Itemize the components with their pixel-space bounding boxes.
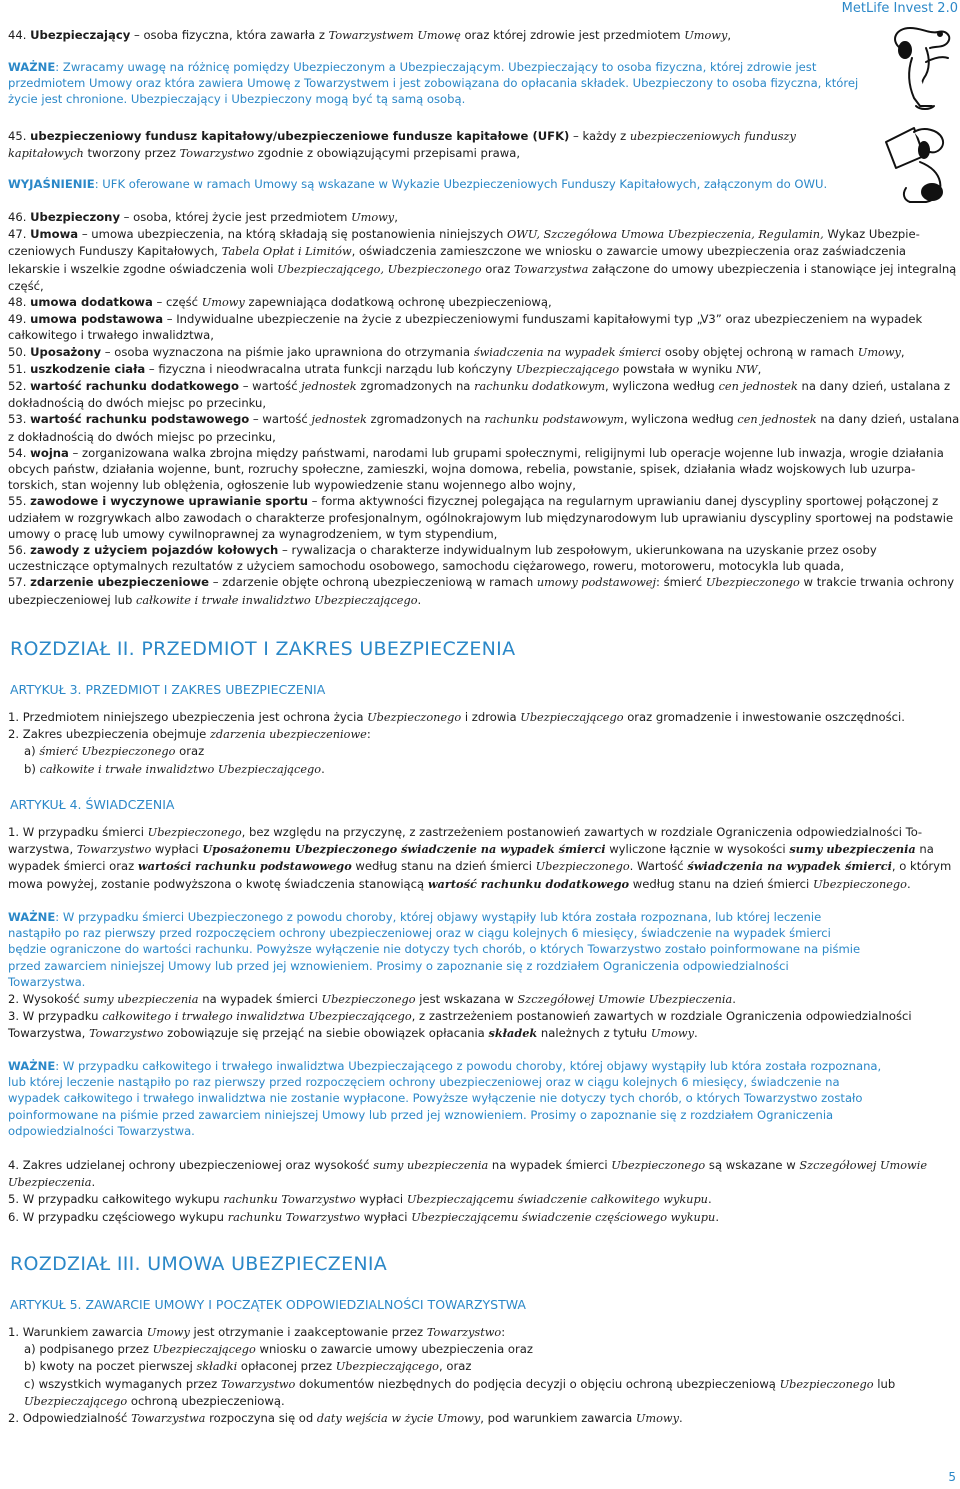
note-label: WYJAŚNIENIE — [8, 177, 95, 191]
definition-53: 53. wartość rachunku podstawowego – wartość jednostek zgromadzonych na rachunku podstawowym, wyliczona według cen jednostek na dany dzień, ustalana z dokładnością do dwóch miejsc po przecinku, — [8, 412, 960, 444]
definition-54: 54. wojna – zorganizowana walka zbrojna między państwami, narodami lub grupami społecznymi, religijnymi lub operacje wojenne lub inwazja, wrogie działania obcych państw, działania wojenne, bunt, rozruchy społeczne, zamieszki, wojna domowa, rebelia, powstanie, spisek, działania władz wojskowych lub uzurpatorskich, stan wojenny lub oblężenia, ogłoszenie lub wypowiedzenie stanu wojennego albo wojny, — [8, 445, 944, 493]
definition-49: 49. umowa podstawowa – Indywidualne ubezpieczenie na życie z ubezpieczeniowymi funduszami kapitałowymi typ „V3” oraz ubezpieczeniem na wypadek całkowitego i trwałego inwalidztwa, — [8, 312, 923, 343]
article-5-body — [8, 1324, 960, 1427]
article-5-point-1: 1. Warunkiem zawarcia Umowy jest otrzymanie i zaakceptowanie przez Towarzystwo: — [8, 1325, 506, 1339]
definition-46: 46. Ubezpieczony – osoba, której życie jest przedmiotem Umowy, — [8, 210, 398, 224]
definition-56: 56. zawody z użyciem pojazdów kołowych – rywalizacja o charakterze indywidualnym lub zespołowym, ukierunkowana na uzyskanie przez osoby uczestniczące optymalnych rezultatów z użyciem samochodu osobowego, samochodu ciężarowego, roweru, motoroweru, motocykla lub quada, — [8, 543, 877, 574]
important-note-1: WAŻNE: Zwracamy uwagę na różnicę pomiędzy Ubezpieczonym a Ubezpieczającym. Ubezpieczający to osoba fizyczna, której zdrowie jest przedmiotem Umowy oraz która zawiera Umowę z Towarzystwem i jest zobowiązana do opłacania składek. Ubezpieczony to osoba fizyczna, której życie jest chronione. Ubezpieczający i Ubezpieczony mogą być tą samą osobą. — [8, 60, 859, 107]
definition-45: 45. ubezpieczeniowy fundusz kapitałowy/ubezpieczeniowe fundusze kapitałowe (UFK) – każdy z ubezpieczeniowych funduszy kapitałowych tworzony przez Towarzystwo zgodnie z obowiązującymi przepisami prawa, — [8, 129, 796, 161]
article-4-point-6: 6. W przypadku częściowego wykupu rachunku Towarzystwo wypłaci Ubezpieczającemu świadczenie częściowego wykupu. — [8, 1209, 719, 1224]
article-4-body-continued — [8, 991, 960, 1043]
definition-50: 50. Uposażony – osoba wyznaczona na piśmie jako uprawniona do otrzymania świadczenia na wypadek śmierci osoby objętej ochroną w ramach Umowy, — [8, 344, 905, 359]
article-4-point-5: 5. W przypadku całkowitego wykupu rachunku Towarzystwo wypłaci Ubezpieczającemu świadczenie całkowitego wykupu. — [8, 1192, 712, 1207]
chapter-3-heading: ROZDZIAŁ III. UMOWA UBEZPIECZENIA — [10, 1253, 388, 1275]
note-label: WAŻNE — [8, 1059, 56, 1073]
note-label: WAŻNE — [8, 910, 56, 924]
article-3-body — [8, 709, 960, 778]
definition-48: 48. umowa dodatkowa – część Umowy zapewniająca dodatkową ochronę ubezpieczeniową, — [8, 295, 552, 310]
article-4-point-4: 4. Zakres udzielanej ochrony ubezpieczeniowej oraz wysokość sumy ubezpieczenia na wypadek śmierci Ubezpieczonego są wskazane w Szczegółowej Umowie Ubezpieczenia. — [8, 1158, 928, 1190]
term: ubezpieczeniowy fundusz kapitałowy/ubezpieczeniowe fundusze kapitałowe (UFK) — [30, 129, 570, 143]
article-3-point-2: 2. Zakres ubezpieczenia obejmuje zdarzenia ubezpieczeniowe: — [8, 727, 371, 742]
important-note-3: WAŻNE: W przypadku całkowitego i trwałego inwalidztwa Ubezpieczającego z powodu choroby, której objawy wystąpiły lub która została rozpoznana, lub której leczenie nastąpiło po raz pierwszy przed rozpoczęciem ochrony ubezpieczeniowej oraz w ciągu kolejnych 6 miesięcy, świadczenie na wypadek całkowitego i trwałego inwalidztwa nie zostanie wypłacone. Powyższe wyłączenie nie dotyczy tych chorób, o których Towarzystwo zostało poinformowane na piśmie przed zawarciem niniejszej Umowy lub przed jej wznowieniem. Prosimy o zapoznanie się z rozdziałem Ograniczenia odpowiedzialności Towarzystwa. — [8, 1059, 882, 1138]
important-note-2: WAŻNE: W przypadku śmierci Ubezpieczonego z powodu choroby, której objawy wystąpiły lub która została rozpoznana, lub której leczenie nastąpiło po raz pierwszy przed rozpoczęciem ochrony ubezpieczeniowej oraz w ciągu kolejnych 6 miesięcy, świadczenie na wypadek śmierci będzie ograniczone do wartości rachunku. Powyższe wyłączenie nie dotyczy tych chorób, o których Towarzystwo zostało poinformowane na piśmie przed zawarciem niniejszej Umowy lub przed jej wznowieniem. Prosimy o zapoznanie się z rozdziałem Ograniczenia odpowiedzialności Towarzystwa. — [8, 910, 861, 989]
article-4-body — [8, 824, 960, 893]
definition-57: 57. zdarzenie ubezpieczeniowe – zdarzenie objęte ochroną ubezpieczeniową w ramach umowy podstawowej: śmierć Ubezpieczonego w trakcie trwania ochrony ubezpieczeniowej lub całkowite i trwałe inwalidztwo Ubezpieczającego. — [8, 575, 955, 607]
definition-51: 51. uszkodzenie ciała – fizyczna i nieodwracalna utrata funkcji narządu lub kończyny Ubezpieczającego powstała w wyniku NW, — [8, 361, 762, 376]
term: Ubezpieczający — [30, 28, 131, 42]
article-5-heading: ARTYKUŁ 5. ZAWARCIE UMOWY I POCZĄTEK ODPOWIEDZIALNOŚCI TOWARZYSTWA — [10, 1297, 526, 1312]
chapter-2-heading: ROZDZIAŁ II. PRZEDMIOT I ZAKRES UBEZPIECZENIA — [10, 638, 516, 660]
definitions-list — [8, 209, 960, 609]
definition-47: 47. Umowa – umowa ubezpieczenia, na którą składają się postanowienia niniejszych OWU, Szczegółowa Umowa Ubezpieczenia, Regulamin, Wykaz Ubezpieczeniowych Funduszy Kapitałowych, Tabela Opłat i Limitów, oświadczenia zamieszczone we wniosku o zawarcie umowy ubezpieczenia oraz zaświadczenia lekarskie i wszelkie zgodne oświadczenia woli Ubezpieczającego, Ubezpieczonego oraz Towarzystwa załączone do umowy ubezpieczenia i stanowiące jej integralną część, — [8, 227, 957, 293]
article-3-heading: ARTYKUŁ 3. PRZEDMIOT I ZAKRES UBEZPIECZENIA — [10, 682, 326, 697]
definition-55: 55. zawodowe i wyczynowe uprawianie sportu – forma aktywności fizycznej polegająca na regularnym uprawianiu danej dyscypliny sportowej połączonej z udziałem w rozgrywkach albo zawodach o charakterze profesjonalnym, ogólnokrajowym lub międzynarodowym lub uprawianiu dyscypliny sportowej na podstawie umowy o pracę lub umowy cywilnoprawnej za wynagrodzeniem, w tym stypendium, — [8, 494, 954, 541]
document-header-product: MetLife Invest 2.0 — [841, 1, 958, 16]
definition-44: 44. Ubezpieczający – osoba fizyczna, która zawarła z Towarzystwem Umowę oraz której zdrowie jest przedmiotem Umowy, — [8, 28, 732, 42]
article-4-point-3: 3. W przypadku całkowitego i trwałego inwalidztwa Ubezpieczającego, z zastrzeżeniem postanowień zawartych w rozdziale Ograniczenia odpowiedzialności Towarzystwa, Towarzystwo zobowiązuje się przejąć na siebie obowiązek opłacania składek należnych z tytułu Umowy. — [8, 1009, 912, 1041]
page-number: 5 — [948, 1470, 956, 1484]
article-4-body-end — [8, 1157, 960, 1226]
article-5-item-b: b) kwoty na poczet pierwszej składki opłaconej przez Ubezpieczającego, oraz — [24, 1359, 472, 1374]
article-5-item-c: c) wszystkich wymaganych przez Towarzystwo dokumentów niezbędnych do podjęcia decyzji o objęciu ochroną ubezpieczeniową Ubezpieczonego lub Ubezpieczającego ochroną ubezpieczeniową. — [24, 1376, 896, 1408]
snoopy-reading-illustration — [880, 122, 958, 208]
article-3-item-b: b) całkowite i trwałe inwalidztwo Ubezpieczającego. — [24, 761, 325, 776]
article-5-item-a: a) podpisanego przez Ubezpieczającego wniosku o zawarcie umowy ubezpieczenia oraz — [24, 1342, 533, 1357]
article-3-item-a: a) śmierć Ubezpieczonego oraz — [24, 744, 205, 759]
explanation-note: WYJAŚNIENIE: UFK oferowane w ramach Umowy są wskazane w Wykazie Ubezpieczeniowych Funduszy Kapitałowych, załączonym do OWU. — [8, 177, 828, 191]
article-5-point-2: 2. Odpowiedzialność Towarzystwa rozpoczyna się od daty wejścia w życie Umowy, pod warunkiem zawarcia Umowy. — [8, 1411, 683, 1426]
article-4-heading: ARTYKUŁ 4. ŚWIADCZENIA — [10, 797, 175, 812]
article-4-point-2: 2. Wysokość sumy ubezpieczenia na wypadek śmierci Ubezpieczonego jest wskazana w Szczegółowej Umowie Ubezpieczenia. — [8, 992, 736, 1006]
article-3-point-1: 1. Przedmiotem niniejszego ubezpieczenia jest ochrona życia Ubezpieczonego i zdrowia Ubezpieczającego oraz gromadzenie i inwestowanie oszczędności. — [8, 710, 905, 724]
definition-52: 52. wartość rachunku dodatkowego – wartość jednostek zgromadzonych na rachunku dodatkowym, wyliczona według cen jednostek na dany dzień, ustalana z dokładnością do dwóch miejsc po przecinku, — [8, 379, 951, 411]
article-4-point-1: 1. W przypadku śmierci Ubezpieczonego, bez względu na przyczynę, z zastrzeżeniem postanowień zawartych w rozdziale Ograniczenia odpowiedzialności Towarzystwa, Towarzystwo wypłaci Uposażonemu Ubezpieczonego świadczenie na wypadek śmierci wyliczone łącznie w wysokości sumy ubezpieczenia na wypadek śmierci oraz wartości rachunku podstawowego według stanu na dzień śmierci Ubezpieczonego. Wartość świadczenia na wypadek śmierci, o którym mowa powyżej, zostanie podwyższona o kwotę świadczenia stanowiącą wartość rachunku dodatkowego według stanu na dzień śmierci Ubezpieczonego. — [8, 825, 952, 891]
note-label: WAŻNE — [8, 60, 56, 74]
